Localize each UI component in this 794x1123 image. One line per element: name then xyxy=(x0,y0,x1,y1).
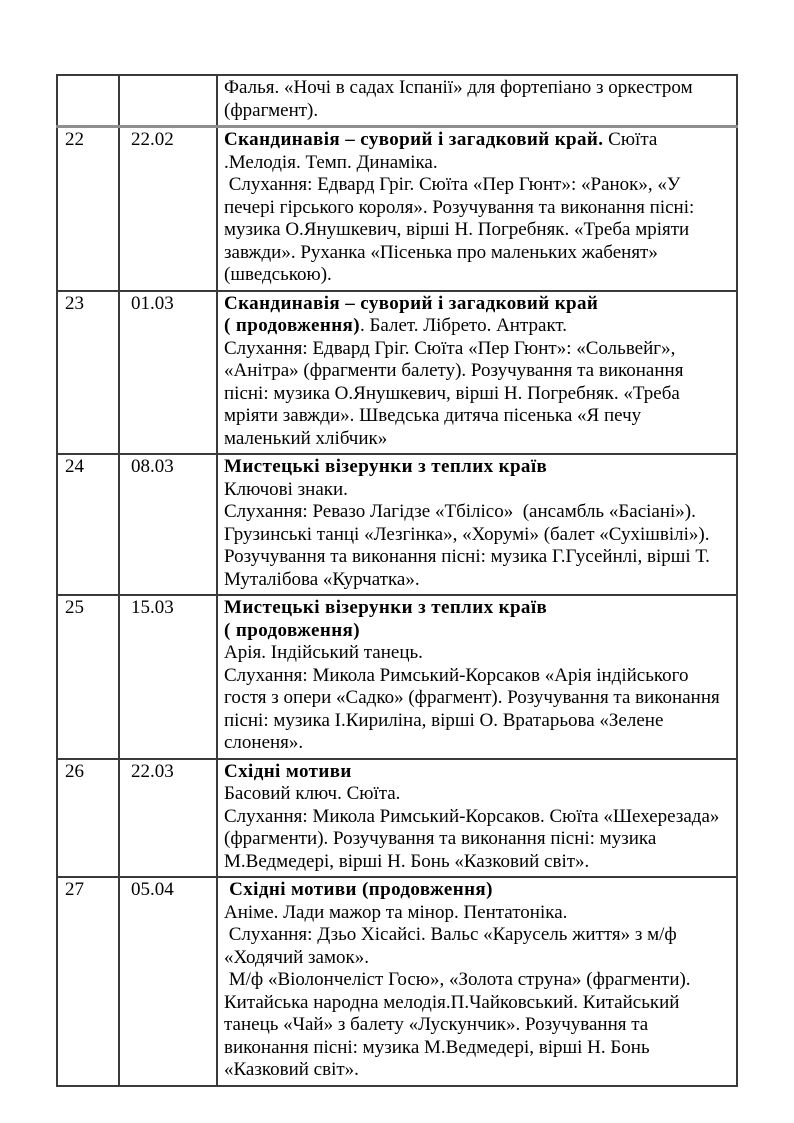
content-paragraph xyxy=(224,524,731,547)
content-text: М/ф «Віолончеліст Госю», «Золота струна» (фрагменти). Китайська народна мелодія.П.Чайковський. Китайський танець «Чай» з балету «Лускунчик». Розучування та виконання пісні: музика М.Ведмедері, вірші Н. Бонь «Казковий світ». xyxy=(224,969,696,1080)
topic-title-text: Скандинавія – суворий і загадковий край. xyxy=(224,129,604,150)
lesson-number-cell: 25 xyxy=(57,595,119,759)
topic-title-text: ( продовження) xyxy=(224,315,360,336)
content-paragraph xyxy=(224,129,731,174)
lesson-plan-table xyxy=(56,74,738,1087)
content-text: Арія. Індійський танець. xyxy=(224,642,423,663)
content-paragraph xyxy=(224,456,731,479)
content-text: Аніме. Лади мажор та мінор. Пентатоніка. xyxy=(224,901,568,923)
table-row xyxy=(57,75,737,127)
lesson-content-cell xyxy=(217,759,737,878)
topic-title-text: ( продовження) xyxy=(224,619,360,641)
topic-title-text: Мистецькі візерунки з теплих країв xyxy=(224,456,548,477)
lesson-number-cell: 26 xyxy=(57,759,119,878)
content-text: Басовий ключ. Сюїта. xyxy=(224,783,401,804)
content-text: Слухання: Дзьо Хісайсі. Вальс «Карусель життя» з м/ф «Ходячий замок». xyxy=(224,924,682,968)
content-text: Сюїта .Мелодія. Темп. Динаміка. xyxy=(224,129,663,173)
lesson-number-cell: 27 xyxy=(57,877,119,1086)
table-row xyxy=(57,454,737,595)
lesson-date-cell: 22.03 xyxy=(119,759,217,878)
lesson-content-cell xyxy=(217,127,737,291)
lesson-number-cell: 23 xyxy=(57,291,119,455)
content-paragraph xyxy=(224,620,731,643)
content-text: Слухання: Микола Римський-Корсаков «Арія індійського гостя з опери «Садко» (фрагмент). Розучування та виконання пісні: музика І.Кириліна, вірші О. Вратарьова «Зелене слоненя». xyxy=(224,664,725,753)
content-text: Слухання: Микола Римський-Корсаков. Сюїта «Шехерезада» (фрагменти). Розучування та виконання пісні: музика М.Ведмедері, вірші Н. Бонь «Казковий світ». xyxy=(224,805,725,872)
content-paragraph xyxy=(224,597,731,620)
content-text: Розучування та виконання пісні: музика Г.Гусейнлі, вірші Т. Муталібова «Курчатка». xyxy=(224,546,715,590)
table-row xyxy=(57,759,737,878)
content-paragraph xyxy=(224,479,731,502)
content-paragraph xyxy=(224,546,731,591)
content-paragraph xyxy=(224,501,731,524)
lesson-date-cell: 15.03 xyxy=(119,595,217,759)
content-paragraph xyxy=(224,879,731,902)
content-text: Ключові знаки. xyxy=(224,478,348,500)
content-paragraph xyxy=(224,924,731,969)
topic-title-text: Мистецькі візерунки з теплих країв xyxy=(224,597,548,618)
content-paragraph xyxy=(224,806,731,874)
topic-title-text: Східні мотиви (продовження) xyxy=(224,879,493,900)
table-body xyxy=(57,75,737,1086)
content-paragraph xyxy=(224,665,731,755)
content-paragraph xyxy=(224,761,731,784)
content-text: Фалья. «Ночі в садах Іспанії» для фортепіано з оркестром (фрагмент). xyxy=(224,77,698,121)
lesson-date-cell: 05.04 xyxy=(119,877,217,1086)
lesson-date-cell: 22.02 xyxy=(119,127,217,291)
lesson-content-cell xyxy=(217,75,737,127)
content-paragraph xyxy=(224,642,731,665)
lesson-content-cell xyxy=(217,454,737,595)
table-row xyxy=(57,291,737,455)
table-row xyxy=(57,595,737,759)
content-paragraph xyxy=(224,338,731,451)
lesson-date-cell: 08.03 xyxy=(119,454,217,595)
topic-title-text: Східні мотиви xyxy=(224,760,352,782)
content-text: Слухання: Едвард Гріг. Сюїта «Пер Гюнт»: «Сольвейг», «Анітра» (фрагменти балету). Розучування та виконання пісні: музика О.Янушкевич, вірші Н. Погребняк. «Треба мріяти завжди». Шведська дитяча пісенька «Я печу маленький хлібчик» xyxy=(224,337,689,449)
table-row xyxy=(57,127,737,291)
content-text: Слухання: Ревазо Лагідзе «Тбілісо» (ансамбль «Басіані»). xyxy=(224,501,696,522)
lesson-number-cell: 22 xyxy=(57,127,119,291)
content-text: Грузинські танці «Лезгінка», «Хорумі» (балет «Сухішвілі»). xyxy=(224,523,710,545)
lesson-date-cell: 01.03 xyxy=(119,291,217,455)
content-paragraph xyxy=(224,77,731,122)
lesson-number-cell: 24 xyxy=(57,454,119,595)
content-text: Слухання: Едвард Гріг. Сюїта «Пер Гюнт»: «Ранок», «У печері гірського короля». Розучування та виконання пісні: музика О.Янушкевич, вірші Н. Погребняк. «Треба мріяти завжди». Руханка «Пісенька про маленьких жабенят» (шведською). xyxy=(224,174,700,285)
lesson-content-cell xyxy=(217,291,737,455)
content-paragraph xyxy=(224,969,731,1082)
topic-title-text: Скандинавія – суворий і загадковий край xyxy=(224,292,599,314)
lesson-content-cell xyxy=(217,877,737,1086)
content-paragraph xyxy=(224,783,731,806)
lesson-number-cell xyxy=(57,75,119,127)
content-text: . Балет. Лібрето. Антракт. xyxy=(359,315,568,336)
table-row xyxy=(57,877,737,1086)
content-paragraph xyxy=(224,315,731,338)
lesson-content-cell xyxy=(217,595,737,759)
lesson-date-cell xyxy=(119,75,217,127)
content-paragraph xyxy=(224,902,731,925)
content-paragraph xyxy=(224,174,731,287)
content-paragraph xyxy=(224,293,731,316)
